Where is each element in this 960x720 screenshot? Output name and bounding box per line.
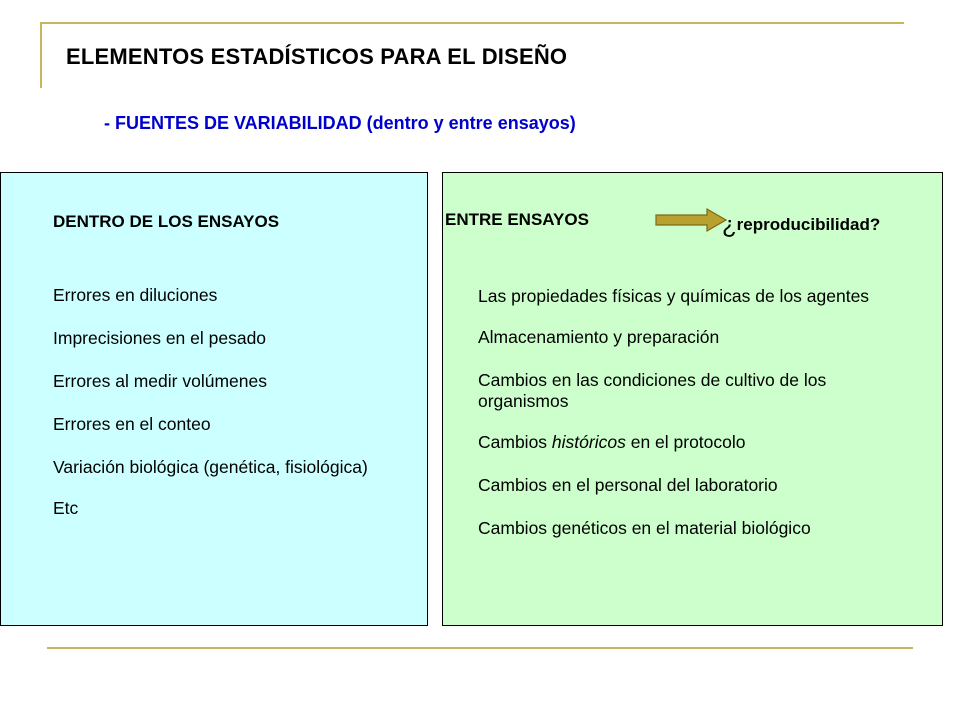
list-item: Almacenamiento y preparación [478,327,720,347]
between-assays-heading: ENTRE ENSAYOS [445,210,589,229]
top-rule [40,22,904,24]
within-assays-list [53,285,393,541]
within-assays-box [0,172,428,626]
bottom-rule [47,647,913,649]
list-item: Etc [53,498,79,518]
list-item: Errores al medir volúmenes [53,371,267,391]
list-item: Cambios en el personal del laboratorio [478,475,778,495]
list-item: Las propiedades físicas y químicas de los agentes [478,286,870,306]
list-item: Variación biológica (genética, fisiológica) [53,457,368,477]
list-item [478,432,898,453]
list-item: Cambios en las condiciones de cultivo de los organismos [478,370,827,411]
between-assays-box [442,172,943,626]
between-assays-list [478,286,898,559]
right-arrow-icon [655,207,727,233]
inverted-question-mark: ¿ [722,212,737,239]
list-item-text-before: Cambios [478,432,552,452]
reproducibility-question [722,209,880,237]
reproducibility-text: reproducibilidad? [736,215,881,234]
within-assays-heading: DENTRO DE LOS ENSAYOS [53,212,280,231]
left-rule [40,22,42,88]
list-item: Errores en diluciones [53,285,218,305]
list-item: Cambios genéticos en el material biológico [478,518,811,538]
list-item-text-after: en el protocolo [625,432,746,452]
list-item-emphasis: históricos [551,432,626,452]
list-item: Imprecisiones en el pesado [53,328,267,348]
slide-subtitle: - FUENTES DE VARIABILIDAD (dentro y entre ensayos) [104,113,576,133]
list-item: Errores en el conteo [53,414,211,434]
slide-title: ELEMENTOS ESTADÍSTICOS PARA EL DISEÑO [66,44,568,69]
